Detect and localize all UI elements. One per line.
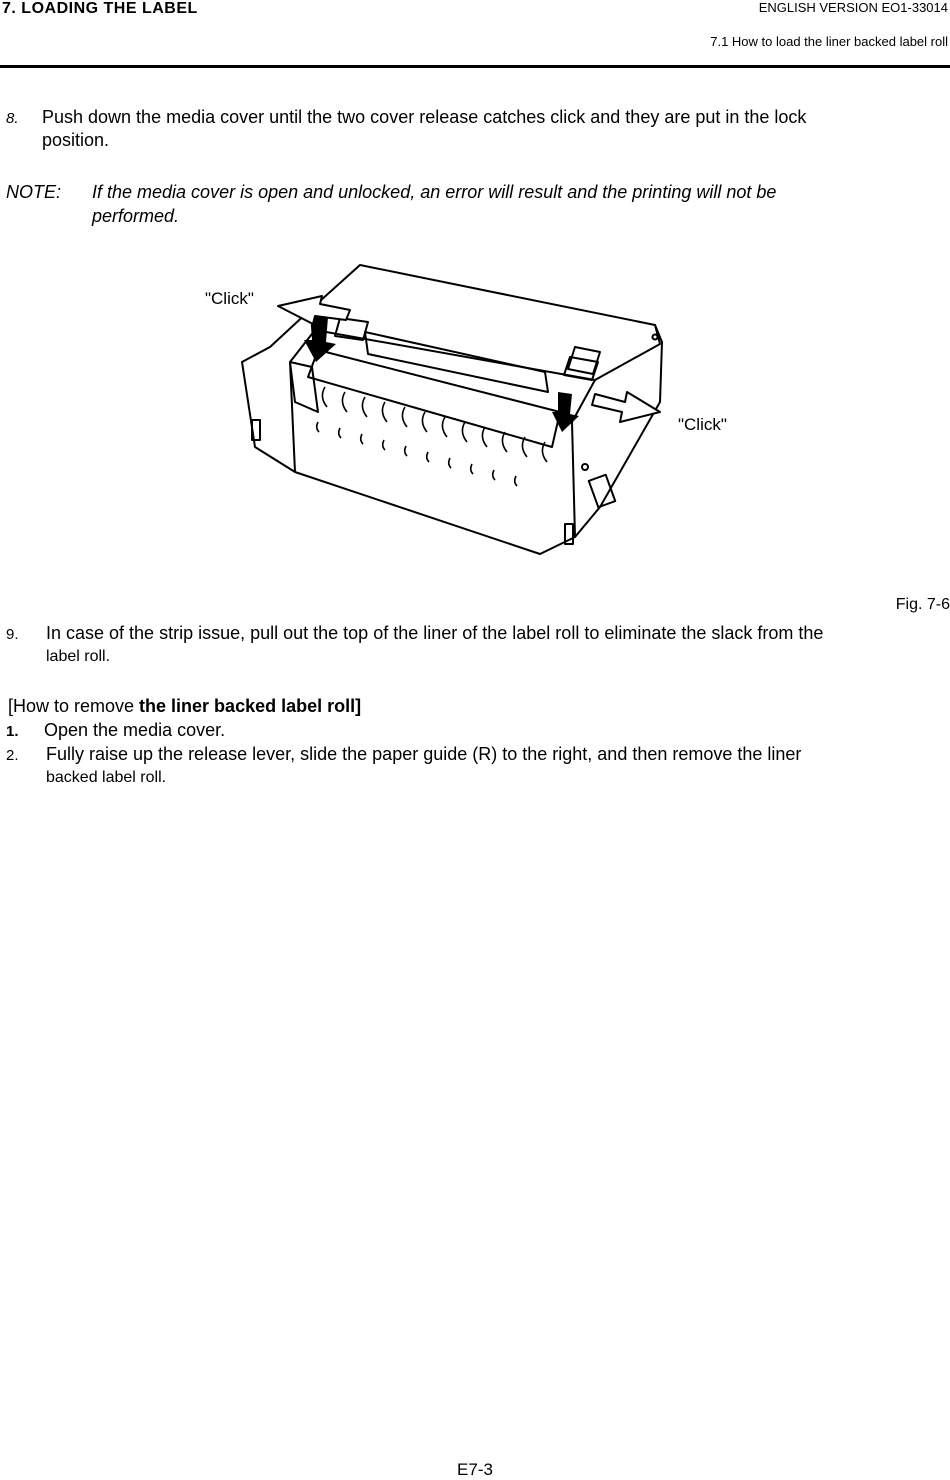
media-cover-top: [310, 265, 660, 380]
platen-cover: [308, 350, 560, 447]
remove-step-2-line1: Fully raise up the release lever, slide the paper guide (R) to the right, and then remove the liner: [46, 744, 802, 764]
step-8-number: 8.: [6, 110, 19, 127]
remove-step-2-line2: backed label roll.: [46, 769, 167, 786]
section-title: 7. LOADING THE LABEL: [2, 0, 198, 17]
printer-illustration: [200, 262, 745, 567]
note: [6, 180, 776, 204]
header-rule: [0, 65, 950, 68]
document-version: ENGLISH VERSION EO1-33014: [758, 0, 948, 15]
subsection-title: 7.1 How to load the liner backed label roll: [710, 34, 948, 49]
remove-step-2: [6, 742, 801, 768]
printer-figure: [200, 262, 745, 567]
page-number: E7-3: [457, 1460, 493, 1479]
remove-step-1-text: Open the media cover.: [44, 720, 226, 740]
step-8-line2: position.: [42, 130, 110, 150]
step-9-line2: label roll.: [46, 648, 111, 665]
figure-caption: Fig. 7-6: [895, 596, 950, 613]
remove-heading-bold: the liner backed label roll]: [139, 696, 362, 716]
click-callout-right: "Click": [678, 415, 727, 434]
remove-step-1: [6, 718, 225, 744]
note-line1: If the media cover is open and unlocked, an error will result and the printing will not be: [92, 182, 777, 202]
step-9: [6, 621, 823, 647]
step-8: [6, 105, 806, 131]
note-line2: performed.: [92, 206, 180, 226]
remove-heading: [8, 694, 361, 718]
step-8-line1: Push down the media cover until the two cover release catches click and they are put in the lock: [42, 107, 807, 127]
remove-step-1-number: 1.: [6, 723, 19, 740]
step-9-number: 9.: [6, 626, 19, 643]
remove-heading-plain: [How to remove: [8, 696, 140, 716]
click-arrow-left: [278, 296, 350, 324]
click-callout-left: "Click": [205, 289, 254, 308]
remove-step-2-number: 2.: [6, 747, 19, 764]
left-side-panel: [242, 310, 315, 472]
click-arrow-right: [592, 392, 660, 422]
right-side-panel: [575, 325, 662, 537]
step-9-line1: In case of the strip issue, pull out the top of the liner of the label roll to eliminate the slack from the: [46, 623, 824, 643]
note-label: NOTE:: [6, 182, 62, 202]
